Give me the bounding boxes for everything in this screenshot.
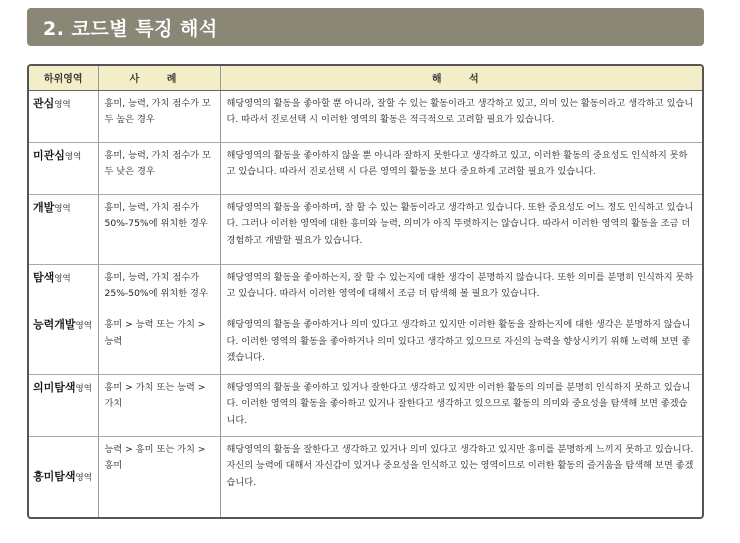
- area-name: 개발: [33, 200, 55, 214]
- area-name: 흥미탐색: [33, 469, 76, 483]
- interpretation-cell: 해당영역의 활동을 좋아하는지, 잘 할 수 있는지에 대한 생각이 분명하지 않습니다. 또한 의미를 분명히 인식하지 못하고 있습니다. 따라서 이러한 영역에 대해서 조금 더 탐색해 볼 필요가 있습니다.: [226, 271, 694, 299]
- case-cell: 흥미, 능력, 가치 점수가 모두 낮은 경우: [98, 142, 220, 194]
- area-suffix: 영역: [75, 321, 92, 331]
- case-cell: 흥미 > 능력 또는 가치 > 능력: [98, 312, 220, 374]
- interpretation-cell: 해당영역의 활동을 좋아하거나 의미 있다고 생각하고 있지만 이러한 활동을 잘하는지에 대한 생각은 분명하지 않습니다. 이러한 영역의 활동을 좋아하거나 의미 있다고 생각하고 있으므로 자신의 능력을 향상시키기 위해 노력해 보면 좋겠습니다.: [220, 312, 702, 374]
- table-row: [29, 194, 702, 264]
- area-name: 의미탐색: [33, 380, 76, 394]
- code-interpretation-table: [27, 64, 704, 519]
- area-suffix: 영역: [54, 273, 71, 284]
- area-suffix: 영역: [75, 383, 92, 394]
- table-row: [29, 374, 702, 436]
- area-cell: [29, 312, 98, 374]
- area-cell: [29, 374, 98, 436]
- table-row: [29, 436, 702, 517]
- table-row: [29, 142, 702, 194]
- header-subarea: 하위영역: [29, 66, 98, 90]
- area-suffix: 영역: [54, 99, 71, 110]
- table-row: [29, 264, 702, 312]
- section-title: 2. 코드별 특징 해석: [43, 17, 218, 40]
- case-cell: 흥미, 능력, 가치 점수가 모두 높은 경우: [98, 90, 220, 142]
- area-cell: [29, 264, 98, 312]
- area-suffix: 영역: [75, 472, 92, 483]
- case-cell: 흥미, 능력, 가치 점수가 50%-75%에 위치한 경우: [98, 194, 220, 264]
- area-name: 미관심: [33, 148, 65, 162]
- case-cell: 흥미, 능력, 가치 점수가 25%-50%에 위치한 경우: [98, 264, 220, 312]
- interpretation-cell: 해당영역의 활동을 잘한다고 생각하고 있거나 의미 있다고 생각하고 있지만 흥미를 분명하게 느끼지 못하고 있습니다. 자신의 능력에 대해서 자신감이 있거나 중요성을 인식하고 있는 영역이므로 이러한 활동의 즐거움을 탐색해 보면 좋겠습니다.: [226, 443, 694, 488]
- section-banner: [27, 8, 704, 46]
- area-cell: [29, 194, 98, 264]
- area-name: 관심: [33, 96, 55, 110]
- area-name: 능력개발: [33, 318, 76, 331]
- area-cell: [29, 142, 98, 194]
- area-cell: [29, 90, 98, 142]
- area-name: 탐색: [33, 270, 55, 284]
- area-cell: [29, 436, 98, 517]
- interpretation-cell: 해당영역의 활동을 좋아하고 있거나 잘한다고 생각하고 있지만 이러한 활동의 의미를 분명히 인식하지 못하고 있습니다. 이러한 영역의 활동을 좋아하고 있거나 잘한다고 생각하고 있으므로 활동의 의미와 중요성을 탐색해 보면 좋겠습니다.: [220, 374, 702, 436]
- interpretation-cell: 해당영역의 활동을 좋아하지 않을 뿐 아니라 잘하지 못한다고 생각하고 있고, 이러한 활동의 중요성도 인식하지 못하고 있습니다. 따라서 진로선택 시 다른 영역의 활동을 보다 중요하게 고려할 필요가 있습니다.: [220, 142, 702, 194]
- case-cell: 능력 > 흥미 또는 가치 > 흥미: [98, 436, 220, 517]
- interpretation-cell: 해당영역의 활동을 좋아할 뿐 아니라, 잘할 수 있는 활동이라고 생각하고 있고, 의미 있는 활동이라고 생각하고 있습니다. 따라서 진로선택 시 이러한 영역의 활동은 적극적으로 고려할 필요가 있습니다.: [220, 90, 702, 142]
- table-header-row: [29, 66, 702, 90]
- header-interpretation: 해 석: [220, 66, 702, 90]
- table-row: [29, 90, 702, 142]
- area-suffix: 영역: [64, 151, 82, 162]
- table-row: [29, 312, 702, 374]
- header-case: 사 례: [98, 66, 220, 90]
- area-suffix: 영역: [54, 203, 71, 214]
- case-cell: 흥미 > 가치 또는 능력 > 가치: [98, 374, 220, 436]
- interpretation-cell: 해당영역의 활동을 좋아하며, 잘 할 수 있는 활동이라고 생각하고 있습니다. 또한 중요성도 어느 정도 인식하고 있습니다. 그러나 이러한 영역에 대한 흥미와 능력, 의미가 아직 뚜렷하지는 않습니다. 따라서 이러한 영역의 활동을 조금 더 경험하고 개발할 필요가 있습니다.: [220, 194, 702, 264]
